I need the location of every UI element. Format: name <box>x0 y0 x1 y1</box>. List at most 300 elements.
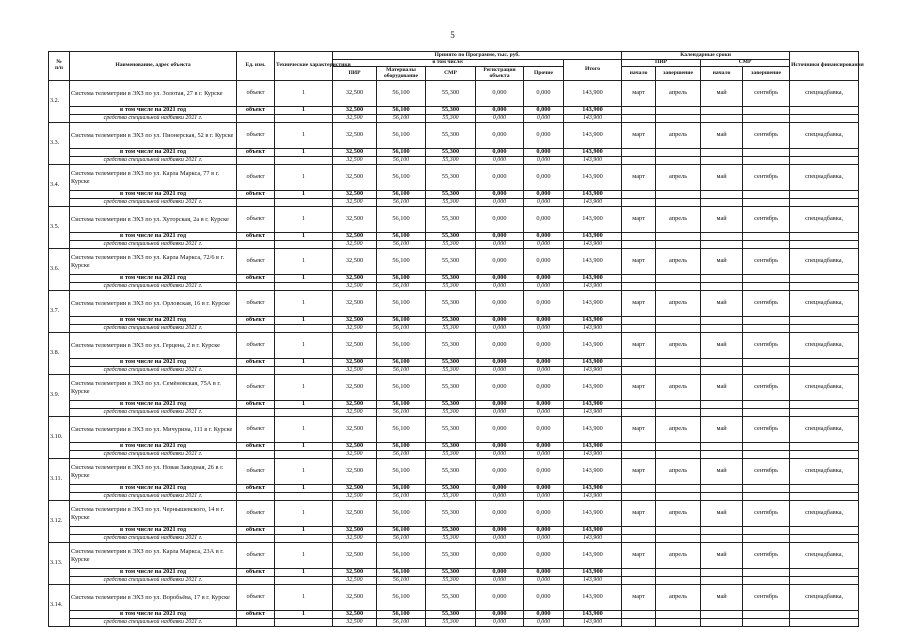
empty-cell <box>275 241 333 249</box>
sub-other-cell: 0,000 <box>524 191 564 199</box>
empty-cell <box>790 359 859 367</box>
empty-cell <box>790 443 859 451</box>
empty-cell <box>701 577 743 585</box>
header-total: Итого <box>564 60 622 81</box>
sub-other-cell: 0,000 <box>524 401 564 409</box>
empty-cell <box>790 275 859 283</box>
empty-cell <box>656 359 701 367</box>
sub-registration-cell: 0,000 <box>476 443 524 451</box>
fund-registration-cell: 0,000 <box>476 577 524 585</box>
fund-total-cell: 143,900 <box>564 157 622 165</box>
header-smr-start: начало <box>701 67 743 81</box>
source-cell: спецнадбавка, <box>790 501 859 527</box>
table-row-2021 <box>49 275 859 283</box>
empty-cell <box>701 409 743 417</box>
sub-other-cell: 0,000 <box>524 359 564 367</box>
empty-cell <box>275 367 333 375</box>
table-row-2021 <box>49 191 859 199</box>
sub-smr-cell: 55,300 <box>426 317 476 325</box>
sub-qty-cell: 1 <box>275 149 333 157</box>
table-row <box>49 501 859 527</box>
empty-cell <box>622 157 656 165</box>
fund-materials-cell: 56,100 <box>377 199 426 207</box>
smr-end-cell: сентябрь <box>743 417 790 443</box>
smr-start-cell: май <box>701 81 743 107</box>
unit-cell: объект <box>237 459 275 485</box>
empty-cell <box>622 443 656 451</box>
sub-smr-cell: 55,300 <box>426 485 476 493</box>
unit-cell: объект <box>237 81 275 107</box>
page-number: 5 <box>450 30 455 40</box>
fund-other-cell: 0,000 <box>524 409 564 417</box>
empty-cell <box>701 283 743 291</box>
sub-label: в том числе на 2021 год <box>70 107 237 115</box>
table-row-special-fund <box>49 535 859 543</box>
sub-registration-cell: 0,000 <box>476 527 524 535</box>
empty-cell <box>275 409 333 417</box>
fund-registration-cell: 0,000 <box>476 241 524 249</box>
header-name: Наименование, адрес объекта <box>70 52 237 81</box>
sub-materials-cell: 56,100 <box>377 527 426 535</box>
empty-cell <box>656 317 701 325</box>
sub-smr-cell: 55,300 <box>426 107 476 115</box>
fund-other-cell: 0,000 <box>524 535 564 543</box>
total-cell: 143,900 <box>564 375 622 401</box>
sub-smr-cell: 55,300 <box>426 401 476 409</box>
qty-cell: 1 <box>275 543 333 569</box>
sub-other-cell: 0,000 <box>524 107 564 115</box>
fund-pir-cell: 32,500 <box>333 283 377 291</box>
sub-unit-cell: объект <box>237 233 275 241</box>
table-row-special-fund <box>49 199 859 207</box>
smr-cell: 55,300 <box>426 249 476 275</box>
row-number: 3.7. <box>49 291 70 333</box>
qty-cell: 1 <box>275 291 333 317</box>
sub-total-cell: 143,900 <box>564 149 622 157</box>
fund-registration-cell: 0,000 <box>476 493 524 501</box>
empty-cell <box>656 535 701 543</box>
total-cell: 143,900 <box>564 123 622 149</box>
empty-cell <box>701 535 743 543</box>
sub-label: в том числе на 2021 год <box>70 149 237 157</box>
sub-qty-cell: 1 <box>275 569 333 577</box>
table-row <box>49 81 859 107</box>
empty-cell <box>275 157 333 165</box>
header-sources: Источники финансирования <box>790 52 859 81</box>
empty-cell <box>275 535 333 543</box>
fund-total-cell: 143,900 <box>564 283 622 291</box>
header-calendar: Календарные сроки <box>622 52 790 60</box>
sub-unit-cell: объект <box>237 359 275 367</box>
sub-registration-cell: 0,000 <box>476 611 524 619</box>
header-pir-end: завершение <box>656 67 701 81</box>
sub-unit-cell: объект <box>237 485 275 493</box>
fund-smr-cell: 55,300 <box>426 409 476 417</box>
qty-cell: 1 <box>275 459 333 485</box>
table-row <box>49 165 859 191</box>
sub-smr-cell: 55,300 <box>426 443 476 451</box>
sub-pir-cell: 32,500 <box>333 611 377 619</box>
row-number: 3.5. <box>49 207 70 249</box>
sub-registration-cell: 0,000 <box>476 233 524 241</box>
fund-total-cell: 143,900 <box>564 241 622 249</box>
object-name: Система телеметрии в ЭХЗ по ул. Пионерская, 52 в г. Курске <box>70 123 237 149</box>
fund-label: средства специальной надбавки 2021 г. <box>70 535 237 543</box>
empty-cell <box>237 367 275 375</box>
table-row-2021 <box>49 359 859 367</box>
row-number: 3.11. <box>49 459 70 501</box>
fund-label: средства специальной надбавки 2021 г. <box>70 367 237 375</box>
fund-total-cell: 143,900 <box>564 325 622 333</box>
other-cell: 0,000 <box>524 81 564 107</box>
sub-materials-cell: 56,100 <box>377 443 426 451</box>
smr-start-cell: май <box>701 501 743 527</box>
sub-pir-cell: 32,500 <box>333 485 377 493</box>
sub-label: в том числе на 2021 год <box>70 401 237 409</box>
table-row <box>49 459 859 485</box>
sub-label: в том числе на 2021 год <box>70 233 237 241</box>
empty-cell <box>790 115 859 123</box>
empty-cell <box>656 191 701 199</box>
sub-other-cell: 0,000 <box>524 317 564 325</box>
smr-start-cell: май <box>701 585 743 611</box>
empty-cell <box>622 569 656 577</box>
fund-smr-cell: 55,300 <box>426 367 476 375</box>
object-name: Система телеметрии в ЭХЗ по ул. Семёновская, 75А в г. Курске <box>70 375 237 401</box>
sub-other-cell: 0,000 <box>524 233 564 241</box>
smr-cell: 55,300 <box>426 291 476 317</box>
sub-other-cell: 0,000 <box>524 443 564 451</box>
table-row-2021 <box>49 149 859 157</box>
source-cell: спецнадбавка, <box>790 165 859 191</box>
sub-other-cell: 0,000 <box>524 527 564 535</box>
pir-cell: 32,500 <box>333 165 377 191</box>
empty-cell <box>790 325 859 333</box>
registration-cell: 0,000 <box>476 81 524 107</box>
qty-cell: 1 <box>275 81 333 107</box>
empty-cell <box>790 367 859 375</box>
empty-cell <box>790 493 859 501</box>
empty-cell <box>701 443 743 451</box>
sub-other-cell: 0,000 <box>524 569 564 577</box>
sub-qty-cell: 1 <box>275 401 333 409</box>
object-name: Система телеметрии в ЭХЗ по ул. Карла Маркса, 23А в г. Курске <box>70 543 237 569</box>
empty-cell <box>275 115 333 123</box>
empty-cell <box>656 367 701 375</box>
empty-cell <box>790 401 859 409</box>
unit-cell: объект <box>237 165 275 191</box>
source-cell: спецнадбавка, <box>790 207 859 233</box>
pir-cell: 32,500 <box>333 333 377 359</box>
fund-smr-cell: 55,300 <box>426 577 476 585</box>
empty-cell <box>622 451 656 459</box>
fund-other-cell: 0,000 <box>524 493 564 501</box>
sub-label: в том числе на 2021 год <box>70 569 237 577</box>
empty-cell <box>743 493 790 501</box>
pir-start-cell: март <box>622 249 656 275</box>
materials-cell: 56,100 <box>377 585 426 611</box>
fund-materials-cell: 56,100 <box>377 115 426 123</box>
pir-start-cell: март <box>622 375 656 401</box>
sub-qty-cell: 1 <box>275 485 333 493</box>
empty-cell <box>656 451 701 459</box>
table-row-2021 <box>49 611 859 619</box>
sub-smr-cell: 55,300 <box>426 527 476 535</box>
fund-other-cell: 0,000 <box>524 367 564 375</box>
other-cell: 0,000 <box>524 585 564 611</box>
smr-cell: 55,300 <box>426 459 476 485</box>
empty-cell <box>656 619 701 627</box>
sub-other-cell: 0,000 <box>524 149 564 157</box>
sub-qty-cell: 1 <box>275 317 333 325</box>
empty-cell <box>656 107 701 115</box>
sub-materials-cell: 56,100 <box>377 611 426 619</box>
total-cell: 143,900 <box>564 249 622 275</box>
sub-pir-cell: 32,500 <box>333 359 377 367</box>
empty-cell <box>743 199 790 207</box>
empty-cell <box>701 485 743 493</box>
object-name: Система телеметрии в ЭХЗ по ул. Хуторская, 2а в г. Курске <box>70 207 237 233</box>
empty-cell <box>743 359 790 367</box>
empty-cell <box>656 275 701 283</box>
fund-total-cell: 143,900 <box>564 493 622 501</box>
empty-cell <box>275 199 333 207</box>
smr-end-cell: сентябрь <box>743 333 790 359</box>
empty-cell <box>622 527 656 535</box>
sub-materials-cell: 56,100 <box>377 191 426 199</box>
empty-cell <box>701 107 743 115</box>
other-cell: 0,000 <box>524 123 564 149</box>
empty-cell <box>656 409 701 417</box>
header-pir-start: начало <box>622 67 656 81</box>
sub-pir-cell: 32,500 <box>333 191 377 199</box>
sub-pir-cell: 32,500 <box>333 527 377 535</box>
registration-cell: 0,000 <box>476 333 524 359</box>
empty-cell <box>790 157 859 165</box>
materials-cell: 56,100 <box>377 459 426 485</box>
fund-other-cell: 0,000 <box>524 451 564 459</box>
row-number: 3.14. <box>49 585 70 627</box>
materials-cell: 56,100 <box>377 123 426 149</box>
sub-label: в том числе на 2021 год <box>70 485 237 493</box>
pir-start-cell: март <box>622 333 656 359</box>
empty-cell <box>743 451 790 459</box>
fund-label: средства специальной надбавки 2021 г. <box>70 409 237 417</box>
smr-cell: 55,300 <box>426 207 476 233</box>
empty-cell <box>656 233 701 241</box>
sub-total-cell: 143,900 <box>564 233 622 241</box>
header-materials: Материалы оборудование <box>377 67 426 81</box>
unit-cell: объект <box>237 417 275 443</box>
table-row <box>49 417 859 443</box>
empty-cell <box>743 233 790 241</box>
empty-cell <box>790 317 859 325</box>
sub-qty-cell: 1 <box>275 359 333 367</box>
smr-start-cell: май <box>701 291 743 317</box>
fund-total-cell: 143,900 <box>564 199 622 207</box>
pir-end-cell: апрель <box>656 459 701 485</box>
pir-cell: 32,500 <box>333 501 377 527</box>
empty-cell <box>743 569 790 577</box>
sub-label: в том числе на 2021 год <box>70 317 237 325</box>
source-cell: спецнадбавка, <box>790 543 859 569</box>
total-cell: 143,900 <box>564 207 622 233</box>
sub-smr-cell: 55,300 <box>426 569 476 577</box>
table-row-2021 <box>49 401 859 409</box>
total-cell: 143,900 <box>564 459 622 485</box>
empty-cell <box>237 199 275 207</box>
table-row-special-fund <box>49 451 859 459</box>
empty-cell <box>701 401 743 409</box>
other-cell: 0,000 <box>524 459 564 485</box>
fund-total-cell: 143,900 <box>564 577 622 585</box>
fund-registration-cell: 0,000 <box>476 199 524 207</box>
table-row <box>49 333 859 359</box>
pir-start-cell: март <box>622 123 656 149</box>
object-name: Система телеметрии в ЭХЗ по ул. Карла Маркса, 77 в г. Курске <box>70 165 237 191</box>
registration-cell: 0,000 <box>476 123 524 149</box>
object-name: Система телеметрии в ЭХЗ по ул. Новая Заводная, 26 в г. Курске <box>70 459 237 485</box>
smr-start-cell: май <box>701 543 743 569</box>
pir-start-cell: март <box>622 81 656 107</box>
header-pir: ПИР <box>333 67 377 81</box>
unit-cell: объект <box>237 207 275 233</box>
fund-total-cell: 143,900 <box>564 619 622 627</box>
fund-registration-cell: 0,000 <box>476 451 524 459</box>
sub-registration-cell: 0,000 <box>476 569 524 577</box>
empty-cell <box>622 233 656 241</box>
empty-cell <box>790 577 859 585</box>
table-row <box>49 249 859 275</box>
fund-label: средства специальной надбавки 2021 г. <box>70 157 237 165</box>
sub-label: в том числе на 2021 год <box>70 443 237 451</box>
table-row <box>49 291 859 317</box>
fund-pir-cell: 32,500 <box>333 115 377 123</box>
empty-cell <box>790 149 859 157</box>
smr-cell: 55,300 <box>426 81 476 107</box>
fund-other-cell: 0,000 <box>524 157 564 165</box>
empty-cell <box>622 619 656 627</box>
pir-start-cell: март <box>622 459 656 485</box>
empty-cell <box>790 233 859 241</box>
sub-other-cell: 0,000 <box>524 485 564 493</box>
empty-cell <box>743 317 790 325</box>
empty-cell <box>275 325 333 333</box>
empty-cell <box>656 157 701 165</box>
fund-label: средства специальной надбавки 2021 г. <box>70 199 237 207</box>
empty-cell <box>275 451 333 459</box>
pir-end-cell: апрель <box>656 501 701 527</box>
sub-label: в том числе на 2021 год <box>70 527 237 535</box>
empty-cell <box>622 199 656 207</box>
table-row-2021 <box>49 317 859 325</box>
empty-cell <box>237 157 275 165</box>
fund-materials-cell: 56,100 <box>377 409 426 417</box>
qty-cell: 1 <box>275 123 333 149</box>
fund-pir-cell: 32,500 <box>333 199 377 207</box>
fund-label: средства специальной надбавки 2021 г. <box>70 241 237 249</box>
fund-label: средства специальной надбавки 2021 г. <box>70 115 237 123</box>
registration-cell: 0,000 <box>476 207 524 233</box>
fund-pir-cell: 32,500 <box>333 409 377 417</box>
fund-pir-cell: 32,500 <box>333 577 377 585</box>
sub-unit-cell: объект <box>237 191 275 199</box>
empty-cell <box>701 611 743 619</box>
sub-total-cell: 143,900 <box>564 569 622 577</box>
object-name: Система телеметрии в ЭХЗ по ул. Мичурина, 111 в г. Курске <box>70 417 237 443</box>
source-cell: спецнадбавка, <box>790 123 859 149</box>
empty-cell <box>622 577 656 585</box>
table-row-special-fund <box>49 283 859 291</box>
empty-cell <box>237 325 275 333</box>
empty-cell <box>237 283 275 291</box>
sub-qty-cell: 1 <box>275 275 333 283</box>
smr-start-cell: май <box>701 207 743 233</box>
fund-registration-cell: 0,000 <box>476 325 524 333</box>
header-tech: Технические характеристики <box>275 52 333 81</box>
table-row-2021 <box>49 485 859 493</box>
table-row-special-fund <box>49 619 859 627</box>
object-name: Система телеметрии в ЭХЗ по ул. Герцена, 2 в г. Курске <box>70 333 237 359</box>
empty-cell <box>237 493 275 501</box>
fund-registration-cell: 0,000 <box>476 409 524 417</box>
fund-materials-cell: 56,100 <box>377 577 426 585</box>
pir-cell: 32,500 <box>333 585 377 611</box>
table-row <box>49 585 859 611</box>
empty-cell <box>701 493 743 501</box>
qty-cell: 1 <box>275 165 333 191</box>
fund-total-cell: 143,900 <box>564 409 622 417</box>
smr-start-cell: май <box>701 417 743 443</box>
sub-smr-cell: 55,300 <box>426 611 476 619</box>
smr-cell: 55,300 <box>426 375 476 401</box>
empty-cell <box>790 199 859 207</box>
empty-cell <box>701 199 743 207</box>
empty-cell <box>622 535 656 543</box>
row-number: 3.12. <box>49 501 70 543</box>
fund-materials-cell: 56,100 <box>377 283 426 291</box>
empty-cell <box>743 527 790 535</box>
sub-registration-cell: 0,000 <box>476 107 524 115</box>
header-registration: Регистрация объекта <box>476 67 524 81</box>
empty-cell <box>237 451 275 459</box>
row-number: 3.10. <box>49 417 70 459</box>
fund-pir-cell: 32,500 <box>333 493 377 501</box>
source-cell: спецнадбавка, <box>790 249 859 275</box>
table-row-special-fund <box>49 157 859 165</box>
materials-cell: 56,100 <box>377 543 426 569</box>
empty-cell <box>701 149 743 157</box>
sub-qty-cell: 1 <box>275 611 333 619</box>
empty-cell <box>656 493 701 501</box>
fund-materials-cell: 56,100 <box>377 493 426 501</box>
total-cell: 143,900 <box>564 417 622 443</box>
row-number: 3.8. <box>49 333 70 375</box>
fund-other-cell: 0,000 <box>524 577 564 585</box>
materials-cell: 56,100 <box>377 81 426 107</box>
pir-end-cell: апрель <box>656 585 701 611</box>
row-number: 3.3. <box>49 123 70 165</box>
empty-cell <box>622 401 656 409</box>
empty-cell <box>701 275 743 283</box>
smr-end-cell: сентябрь <box>743 543 790 569</box>
pir-cell: 32,500 <box>333 291 377 317</box>
empty-cell <box>622 283 656 291</box>
total-cell: 143,900 <box>564 333 622 359</box>
qty-cell: 1 <box>275 249 333 275</box>
empty-cell <box>656 527 701 535</box>
fund-smr-cell: 55,300 <box>426 493 476 501</box>
